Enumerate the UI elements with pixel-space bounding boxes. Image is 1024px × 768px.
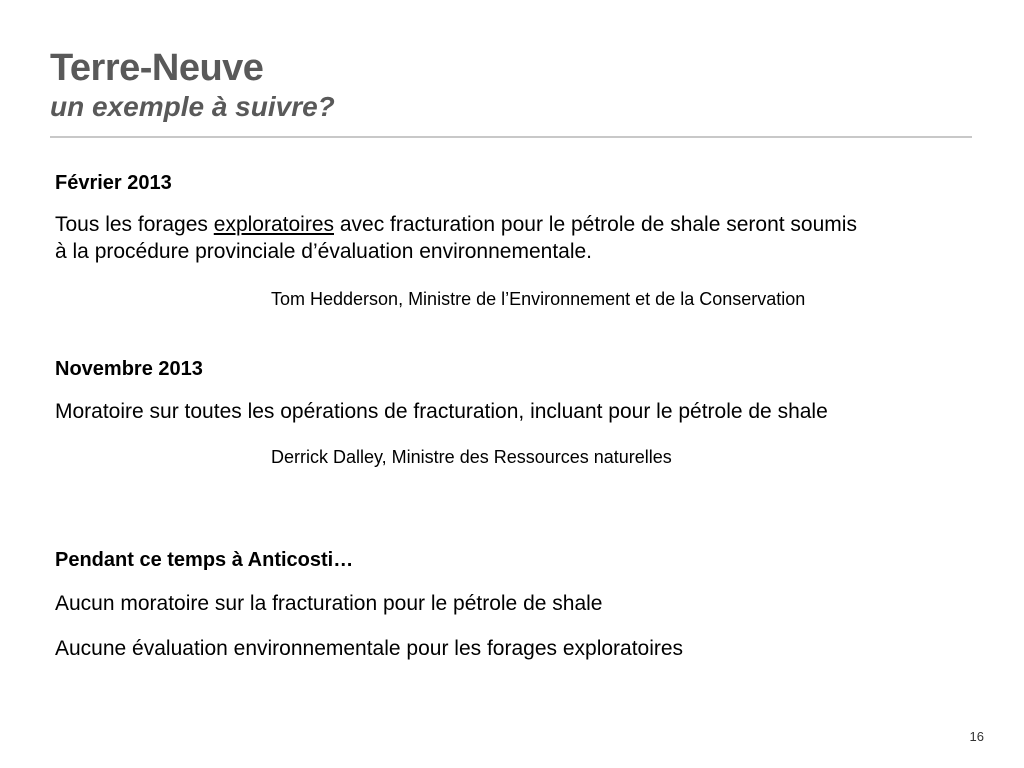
title-divider: [50, 136, 972, 138]
attribution-hedderson: Tom Hedderson, Ministre de l’Environnement et de la Conservation: [271, 289, 806, 309]
section-novembre: [55, 357, 985, 425]
section-text-novembre: Moratoire sur toutes les opérations de fracturation, incluant pour le pétrole de shale: [55, 400, 828, 423]
section-fevrier: [55, 171, 985, 265]
section-text-fevrier: [55, 211, 985, 265]
title-block: [50, 46, 335, 124]
slide-subtitle: un exemple à suivre?: [50, 91, 335, 122]
slide-title: Terre-Neuve: [50, 47, 264, 89]
anticosti-line2: Aucune évaluation environnementale pour les forages exploratoires: [55, 637, 684, 660]
page-number: 16: [969, 729, 984, 744]
section-anticosti: [55, 548, 985, 662]
anticosti-line1: Aucun moratoire sur la fracturation pour le pétrole de shale: [55, 592, 603, 615]
section-heading-fevrier: Février 2013: [55, 172, 172, 194]
text-line2: à la procédure provinciale d’évaluation environnementale.: [55, 240, 593, 263]
section-heading-novembre: Novembre 2013: [55, 358, 203, 380]
underlined-word: exploratoires: [213, 213, 334, 236]
text-after: avec fracturation pour le pétrole de shale seront soumis: [334, 213, 857, 236]
attribution-dalley: Derrick Dalley, Ministre des Ressources naturelles: [271, 447, 672, 467]
section-heading-anticosti: Pendant ce temps à Anticosti…: [55, 549, 354, 571]
text-before: Tous les forages: [55, 213, 214, 236]
